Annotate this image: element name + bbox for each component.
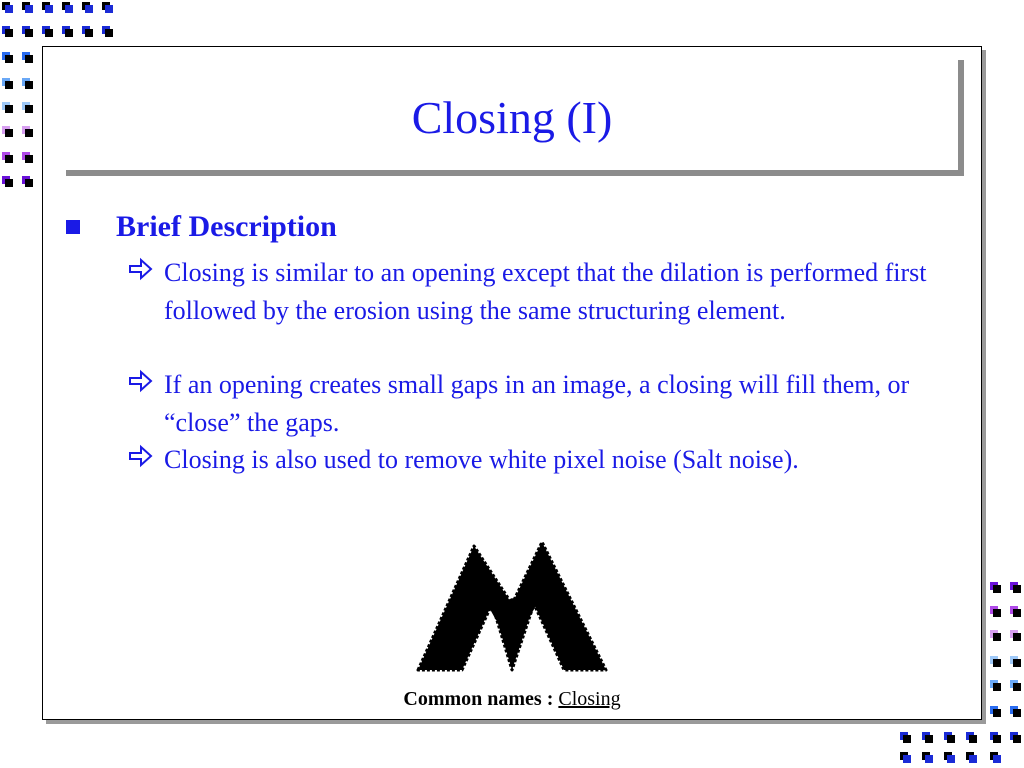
caption-label: Common names : xyxy=(403,688,554,710)
hollow-arrow-icon xyxy=(128,257,154,281)
hollow-arrow-icon xyxy=(128,444,154,468)
bullet-point-text: Closing is also used to remove white pixel noise (Salt noise). xyxy=(164,445,799,474)
section-heading: Brief Description xyxy=(116,210,337,243)
caption xyxy=(0,688,1024,711)
closing-result-image xyxy=(416,540,608,674)
hollow-arrow-icon xyxy=(128,369,154,393)
bullet-point-text: If an opening creates small gaps in an image, a closing will fill them, or “close” the gaps. xyxy=(164,370,910,437)
bullet-point-text: Closing is similar to an opening except that the dilation is performed first followed by the erosion using the same structuring element. xyxy=(164,258,927,325)
slide-title: Closing (I) xyxy=(411,92,613,143)
closing-link[interactable]: Closing xyxy=(558,688,621,710)
square-bullet-icon xyxy=(66,220,80,234)
